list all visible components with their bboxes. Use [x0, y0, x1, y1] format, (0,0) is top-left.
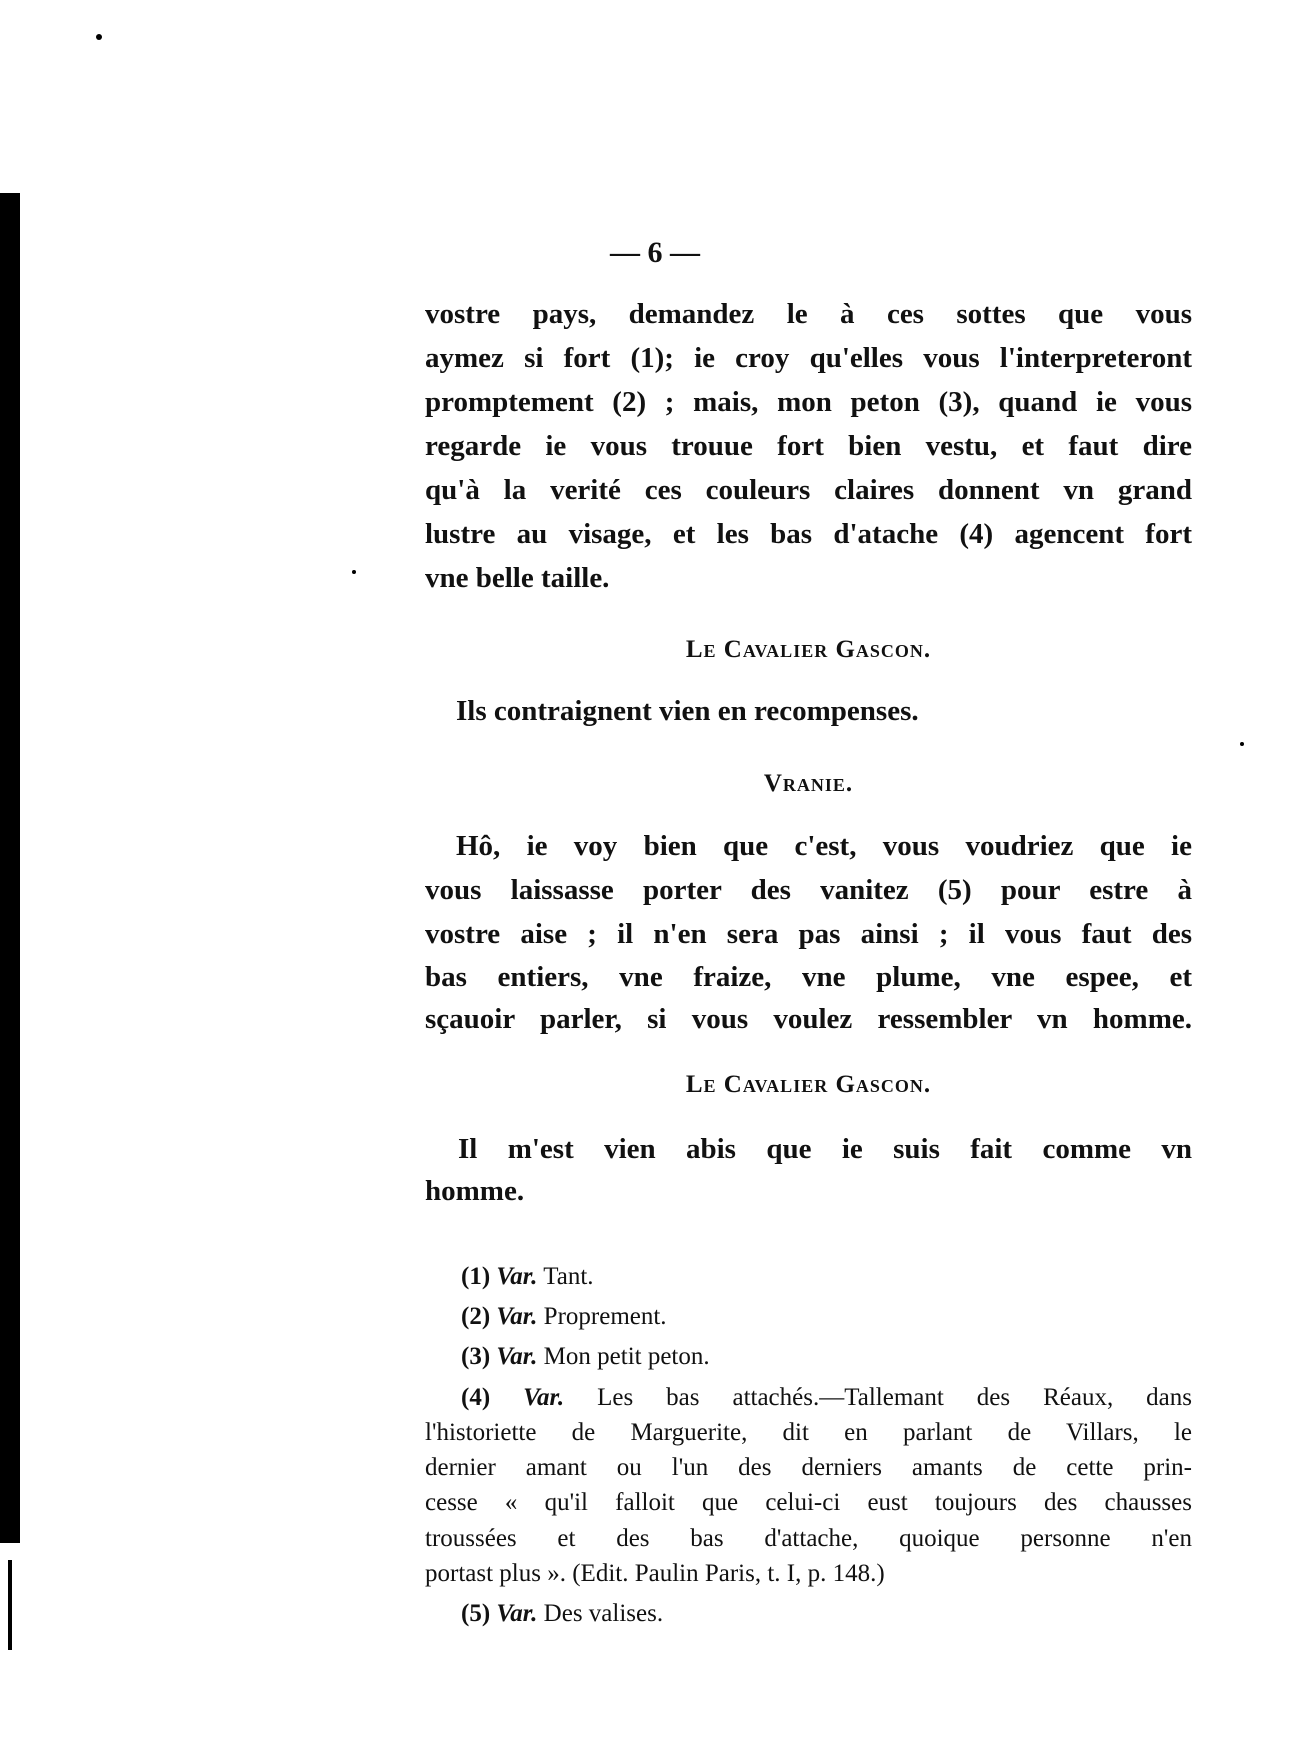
- page-number: — 6 —: [610, 236, 700, 269]
- body-line: vne belle taille.: [425, 562, 610, 594]
- body-line: Il m'est vien abis que ie suis fait comme vn: [458, 1133, 1192, 1165]
- body-line: promptement (2) ; mais, mon peton (3), quand ie vous: [425, 386, 1192, 418]
- body-line: sçauoir parler, si vous voulez ressembler vn homme.: [425, 1003, 1192, 1035]
- body-line: homme.: [425, 1175, 525, 1207]
- scan-speck: [352, 570, 356, 574]
- body-line: qu'à la verité ces couleurs claires donnent vn grand: [425, 474, 1192, 506]
- footnote-variant-label: Var.: [496, 1303, 538, 1330]
- footnote-line: [461, 1598, 1192, 1630]
- footnote-text: troussées et des bas d'attache, quoique personne n'en: [425, 1525, 1192, 1552]
- body-line: Hô, ie voy bien que c'est, vous voudriez que ie: [456, 830, 1192, 862]
- body-line: lustre au visage, et les bas d'atache (4) agencent fort: [425, 518, 1192, 550]
- footnote-variant-label: Var.: [496, 1600, 538, 1627]
- body-line: vostre pays, demandez le à ces sottes que vous: [425, 298, 1192, 330]
- footnote-line: [425, 1487, 1192, 1519]
- footnote-text: Proprement.: [543, 1303, 667, 1330]
- footnote-line: [461, 1341, 1192, 1373]
- footnote-line: [425, 1558, 1192, 1590]
- footnote-line: [425, 1452, 1192, 1484]
- footnote-number: (1): [461, 1263, 491, 1290]
- speaker-heading: Vranie.: [763, 770, 854, 797]
- body-line: Ils contraignent vien en recompenses.: [456, 695, 919, 727]
- footnote-text: portast plus ». (Edit. Paulin Paris, t. I, p. 148.): [425, 1560, 885, 1587]
- footnote-number: (3): [461, 1343, 491, 1370]
- footnote-line: [461, 1382, 1192, 1414]
- footnote-text: Les bas attachés.—Tallemant des Réaux, dans: [597, 1384, 1192, 1411]
- body-line: regarde ie vous trouue fort bien vestu, et faut dire: [425, 430, 1192, 462]
- footnote-variant-label: Var.: [523, 1384, 565, 1411]
- scan-edge-shadow-lower: [8, 1560, 12, 1650]
- body-line: vous laissasse porter des vanitez (5) pour estre à: [425, 874, 1192, 906]
- scan-edge-shadow: [0, 193, 20, 1543]
- footnote-text: cesse « qu'il falloit que celui-ci eust toujours des chausses: [425, 1489, 1192, 1516]
- scan-speck: [1240, 742, 1244, 746]
- footnote-number: (2): [461, 1303, 491, 1330]
- footnote-line: [461, 1301, 1192, 1333]
- footnote-text: Mon petit peton.: [543, 1343, 710, 1370]
- scan-speck: [96, 34, 102, 40]
- footnote-variant-label: Var.: [496, 1343, 538, 1370]
- speaker-heading: Le Cavalier Gascon.: [685, 636, 932, 663]
- footnote-text: Des valises.: [543, 1600, 664, 1627]
- footnote-number: (4): [461, 1384, 491, 1411]
- footnote-variant-label: Var.: [496, 1263, 538, 1290]
- body-line: bas entiers, vne fraize, vne plume, vne espee, et: [425, 961, 1192, 993]
- footnote-text: Tant.: [543, 1263, 594, 1290]
- footnote-line: [425, 1417, 1192, 1449]
- footnote-text: l'historiette de Marguerite, dit en parlant de Villars, le: [425, 1419, 1192, 1446]
- footnote-line: [461, 1261, 1192, 1293]
- footnote-text: dernier amant ou l'un des derniers amants de cette prin-: [425, 1454, 1192, 1481]
- body-line: aymez si fort (1); ie croy qu'elles vous l'interpreteront: [425, 342, 1192, 374]
- body-line: vostre aise ; il n'en sera pas ainsi ; il vous faut des: [425, 918, 1192, 950]
- footnote-number: (5): [461, 1600, 491, 1627]
- speaker-heading: Le Cavalier Gascon.: [685, 1071, 932, 1098]
- footnote-line: [425, 1523, 1192, 1555]
